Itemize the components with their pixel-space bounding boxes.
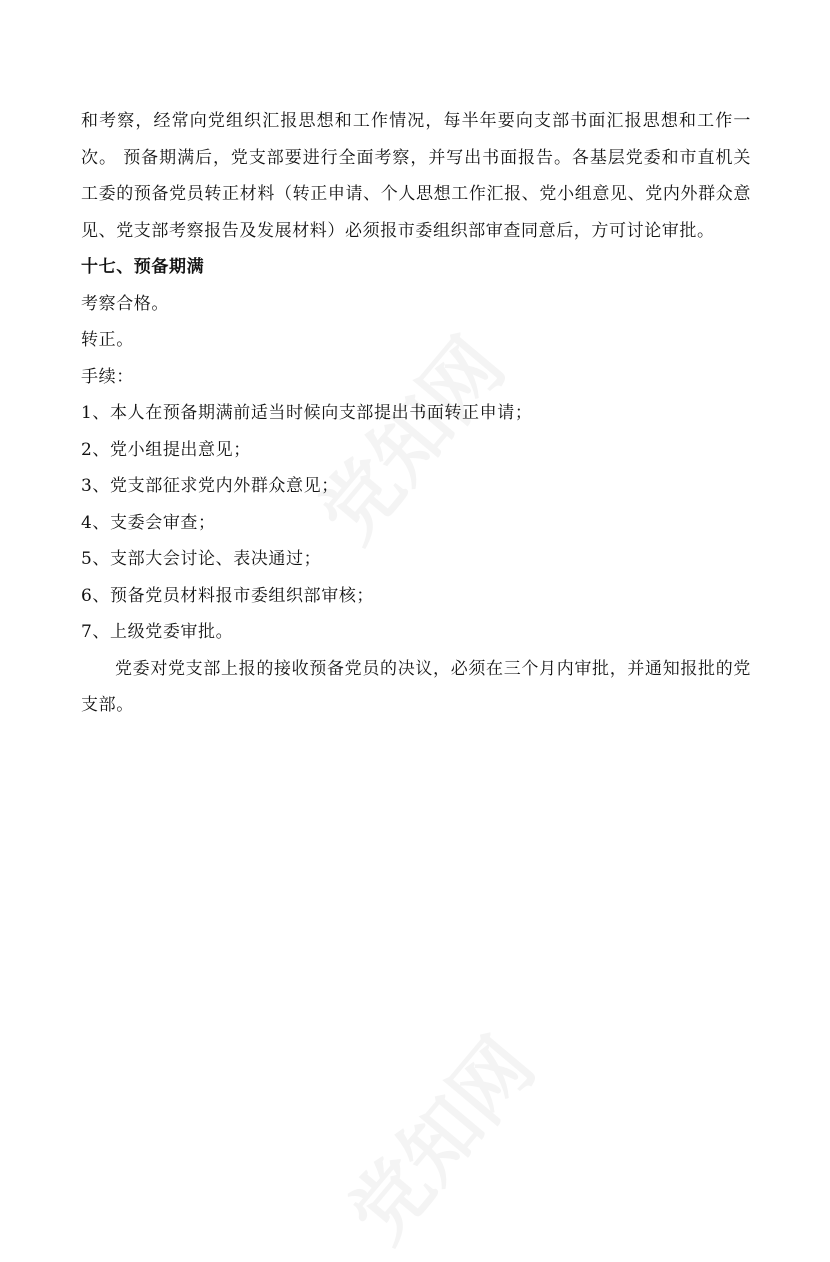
section-heading: 十七、预备期满 — [81, 257, 205, 277]
text-line: 转正。 — [81, 330, 134, 350]
text-line: 手续： — [81, 366, 134, 387]
intro-paragraph: 和考察，经常向党组织汇报思想和工作情况，每半年要向支部书面汇报思想和工作一次。 预备期满后，党支部要进行全面考察，并写出书面报告。各基层党委和市直机关工委的预备党员转正材料（转正申请、个人思想工作汇报、党小组意见、党内外群众意见、党支部考察报告及发展材料）必须报市委组织部审查同意后，方可讨论审批。 — [81, 111, 751, 241]
procedure-step: 6、预备党员材料报市委组织部审核； — [81, 585, 375, 606]
procedure-step: 1、本人在预备期满前适当时候向支部提出书面转正申请； — [81, 403, 533, 423]
document-body — [81, 103, 751, 724]
procedure-step: 4、支委会审查； — [81, 512, 216, 533]
procedure-step: 3、党支部征求党内外群众意见； — [81, 476, 339, 496]
text-line: 考察合格。 — [81, 293, 169, 314]
watermark — [319, 1010, 555, 1261]
procedure-step: 2、党小组提出意见； — [81, 439, 251, 460]
closing-paragraph: 党委对党支部上报的接收预备党员的决议，必须在三个月内审批，并通知报批的党支部。 — [81, 658, 751, 715]
procedure-step: 5、支部大会讨论、表决通过； — [81, 549, 322, 569]
procedure-step: 7、上级党委审批。 — [81, 622, 234, 642]
